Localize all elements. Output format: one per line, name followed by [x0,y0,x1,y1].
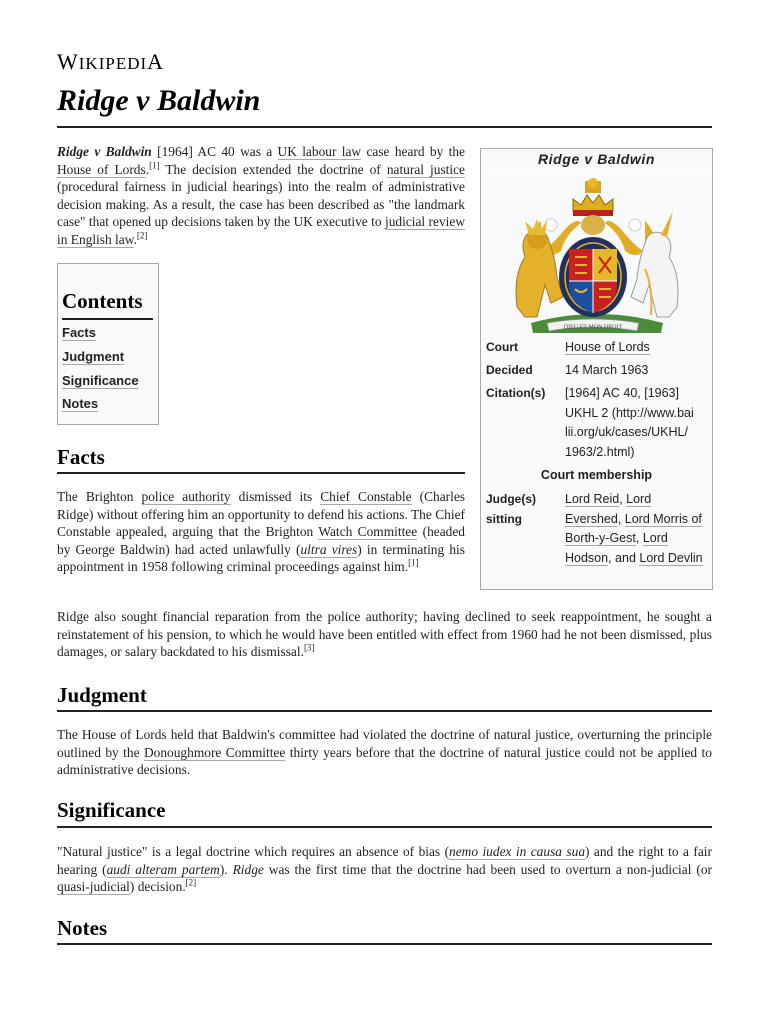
citation-line: [1964] AC 40, [1963] [565,386,679,400]
infobox-label-court: Court [486,340,518,354]
infobox-value-court: House of Lords [565,340,650,354]
facts-text: (Charles Ridge) without offering him an opportunity to defend his actions. The Chief Constable appealed, arguing that the Brighton [57,489,465,539]
judges-separator: , [635,531,643,545]
section-divider [57,472,465,474]
section-heading-significance: Significance [57,798,166,822]
section-heading-notes: Notes [57,916,108,940]
toc-title: Contents [62,289,143,313]
section-heading-judgment: Judgment [57,683,147,707]
reference-link[interactable]: [1] [149,160,160,171]
link-police-authority[interactable]: police authority [141,489,231,504]
significance-case-name: Ridge [232,861,264,877]
intro-paragraph [57,143,465,248]
facts-text: ) in terminating his appointment in 1958 following criminal proceedings against him. [57,541,465,574]
infobox-label-judges [486,490,536,529]
link-uk-labour-law[interactable]: UK labour law [277,144,362,159]
link-infobox-court[interactable] [565,338,707,358]
significance-text: ) and the right to a fair hearing ( [57,844,712,877]
facts-text: dismissed its [230,489,321,504]
significance-text: "Natural justice" is a legal doctrine which requires an absence of bias ( [57,844,450,859]
judges-separator: , [617,511,625,526]
judgment-text: thirty years before that the doctrine of natural justice could not be applied to administrative decisions. [57,744,712,777]
toc-item-label: Judgment [62,349,125,364]
reference-link[interactable]: [2] [136,230,148,241]
reference-link[interactable]: [2] [185,877,197,888]
infobox-label-decided: Decided [486,363,533,377]
judges-separator: , [619,492,627,506]
significance-paragraph [57,843,712,896]
section-divider [57,826,712,828]
intro-text: [1964] AC 40 was a [151,144,278,159]
judges-separator: , and [608,550,640,565]
infobox-divider [481,465,712,466]
table-of-contents [57,263,159,425]
link-natural-justice[interactable]: natural justice [386,161,465,177]
logo-letter-last: A [147,49,165,74]
reference-link[interactable]: [3] [303,642,315,653]
coat-of-arms-motto: DIEU ET MON DROIT [563,324,623,331]
judges-label-line: sitting [486,511,522,526]
infobox-court-membership-heading: Court membership [540,468,653,482]
link-judicial-review[interactable]: judicial review in English law [57,214,465,247]
link-ultra-vires[interactable]: ultra vires [300,541,358,557]
link-house-of-lords[interactable]: House of Lords [57,161,146,177]
toc-item-notes[interactable] [62,396,98,411]
link-watch-committee[interactable]: Watch Committee [318,524,418,539]
intro-text: case heard by the [361,144,465,159]
infobox-value-judges [565,490,707,568]
infobox-divider [481,336,712,337]
link-donoughmore-committee[interactable]: Donoughmore Committee [143,744,286,760]
toc-item-facts[interactable] [62,325,96,340]
judgment-text: The House of Lords held that Baldwin's committee had violated the doctrine of natural justice, overturning the principle outlined by the [57,727,712,760]
significance-text: ). [219,861,233,877]
significance-text: was the first time that the doctrine had been used to overturn a non-judicial (or [263,861,712,877]
link-chief-constable[interactable]: Chief Constable [320,489,412,504]
facts-text: (headed by George Baldwin) had acted unlawfully ( [57,524,465,557]
facts-paragraph-1 [57,488,465,576]
intro-text: . [145,161,150,177]
infobox-title: Ridge v Baldwin [537,151,656,167]
link-lord-morris[interactable]: Lord Morris of Borth-y-Gest [565,511,702,545]
facts-paragraph-2 [57,608,712,661]
section-divider [57,710,712,712]
intro-text: (procedural fairness in judicial hearings) into the realm of administrative decision making. As a result, the case has been described as "the landmark case" that opened up decisions taken by the UK executive to [57,179,465,229]
infobox-value-citation[interactable] [565,384,707,462]
toc-item-label: Significance [62,373,139,388]
citation-line: UKHL 2 (http://www.bai [565,405,694,420]
link-lord-reid[interactable]: Lord Reid [565,492,620,506]
link-audi-alteram-partem[interactable]: audi alteram partem [106,861,220,877]
facts-text: The Brighton [57,489,142,504]
infobox-label-citation: Citation(s) [486,386,546,400]
link-nemo-iudex[interactable]: nemo iudex in causa sua [449,844,586,859]
reference-link[interactable]: [1] [408,557,419,568]
infobox-divider [481,172,712,173]
infobox [480,148,713,590]
infobox-value-decided: 14 March 1963 [565,363,649,377]
intro-text: The decision extended the doctrine of [159,161,387,177]
toc-item-label: Notes [62,396,99,411]
title-divider [57,126,712,128]
toc-item-significance[interactable] [62,373,139,388]
toc-item-label: Facts [62,325,96,340]
royal-coat-of-arms-image[interactable] [511,177,683,335]
infobox-divider [481,488,712,489]
logo-letters-middle: IKIPEDI [78,54,148,73]
page-title: Ridge v Baldwin [57,84,261,117]
toc-item-judgment[interactable] [62,349,124,364]
link-lord-evershed[interactable]: Lord Evershed [565,492,652,526]
toc-divider [62,318,153,320]
facts-text: Ridge also sought financial reparation from the police authority; having declined to seek reappointment, he sought a reinstatement of his pension, to which he would have been entitled with effect from 1960 had he not been dismissed, plus damages, or salary backdated to his dismissal. [57,609,712,659]
wikipedia-logo[interactable] [57,49,164,75]
logo-letter-first: W [57,49,79,74]
intro-text: . [133,231,137,247]
significance-text: ) decision. [129,879,186,894]
intro-case-name: Ridge v Baldwin [57,144,152,159]
citation-line: 1963/2.html) [565,444,635,459]
section-heading-facts: Facts [57,445,105,469]
judgment-paragraph [57,726,712,779]
section-divider [57,943,712,945]
judges-label-line: Judge(s) [486,492,537,506]
link-quasi-judicial[interactable]: quasi-judicial [57,879,130,894]
citation-line: lii.org/uk/cases/UKHL/ [565,425,688,439]
link-lord-hodson[interactable]: Lord Hodson [565,531,668,565]
link-lord-devlin[interactable]: Lord Devlin [639,550,703,565]
